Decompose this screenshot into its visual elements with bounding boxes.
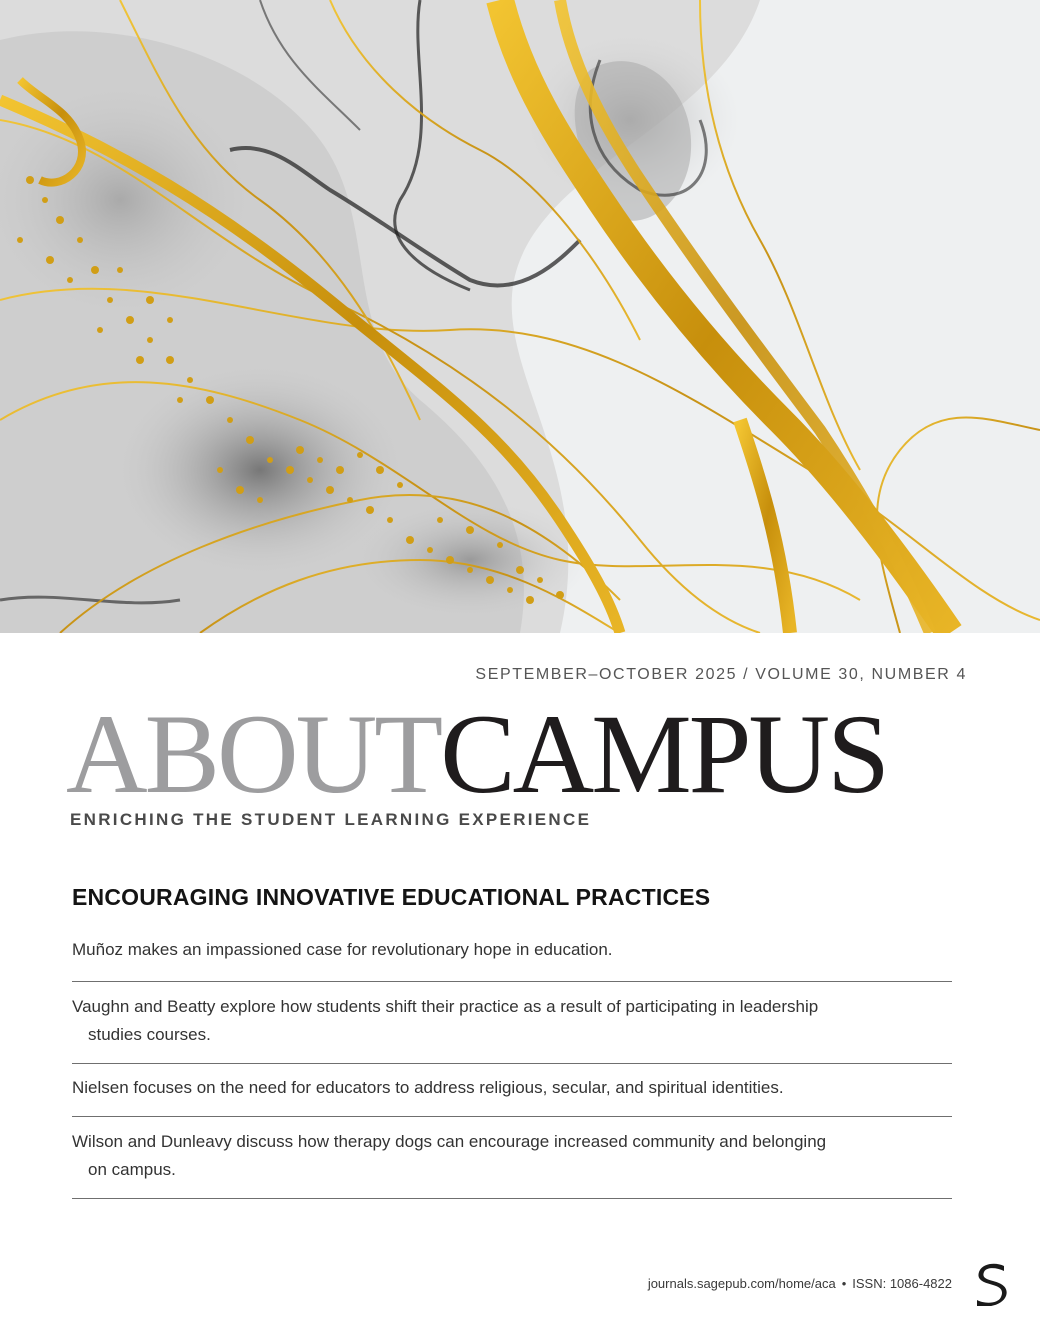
footer-separator: • [841, 1276, 847, 1291]
journal-issn: ISSN: 1086-4822 [852, 1276, 952, 1291]
issue-theme-heading: ENCOURAGING INNOVATIVE EDUCATIONAL PRACTICES [72, 884, 711, 910]
ink-and-gold-illustration [0, 0, 1040, 633]
article-item[interactable] [72, 1074, 952, 1117]
journal-title-about: ABOUT [66, 692, 441, 817]
article-line-1: Wilson and Dunleavy discuss how therapy dogs can encourage increased community and belonging [72, 1132, 827, 1151]
article-line-1: Vaughn and Beatty explore how students shift their practice as a result of participating in leadership [72, 997, 819, 1016]
journal-title [66, 692, 887, 817]
article-line-2: studies courses. [88, 1025, 211, 1044]
article-line-2: on campus. [88, 1160, 176, 1179]
article-item[interactable] [72, 1128, 952, 1199]
cover-artwork [0, 0, 1040, 633]
article-item[interactable] [72, 936, 952, 982]
journal-tagline: ENRICHING THE STUDENT LEARNING EXPERIENCE [70, 810, 592, 829]
issue-date-volume: SEPTEMBER–OCTOBER 2025 / VOLUME 30, NUMBER 4 [475, 666, 967, 683]
article-line-1: Muñoz makes an impassioned case for revolutionary hope in education. [72, 940, 613, 959]
article-item[interactable] [72, 993, 952, 1064]
article-line-1: Nielsen focuses on the need for educators to address religious, secular, and spiritual identities. [72, 1078, 784, 1097]
sage-s-logo-icon [974, 1262, 1008, 1306]
journal-url[interactable]: journals.sagepub.com/home/aca [647, 1276, 836, 1291]
journal-title-campus: CAMPUS [440, 692, 887, 817]
journal-footer [648, 1276, 952, 1291]
